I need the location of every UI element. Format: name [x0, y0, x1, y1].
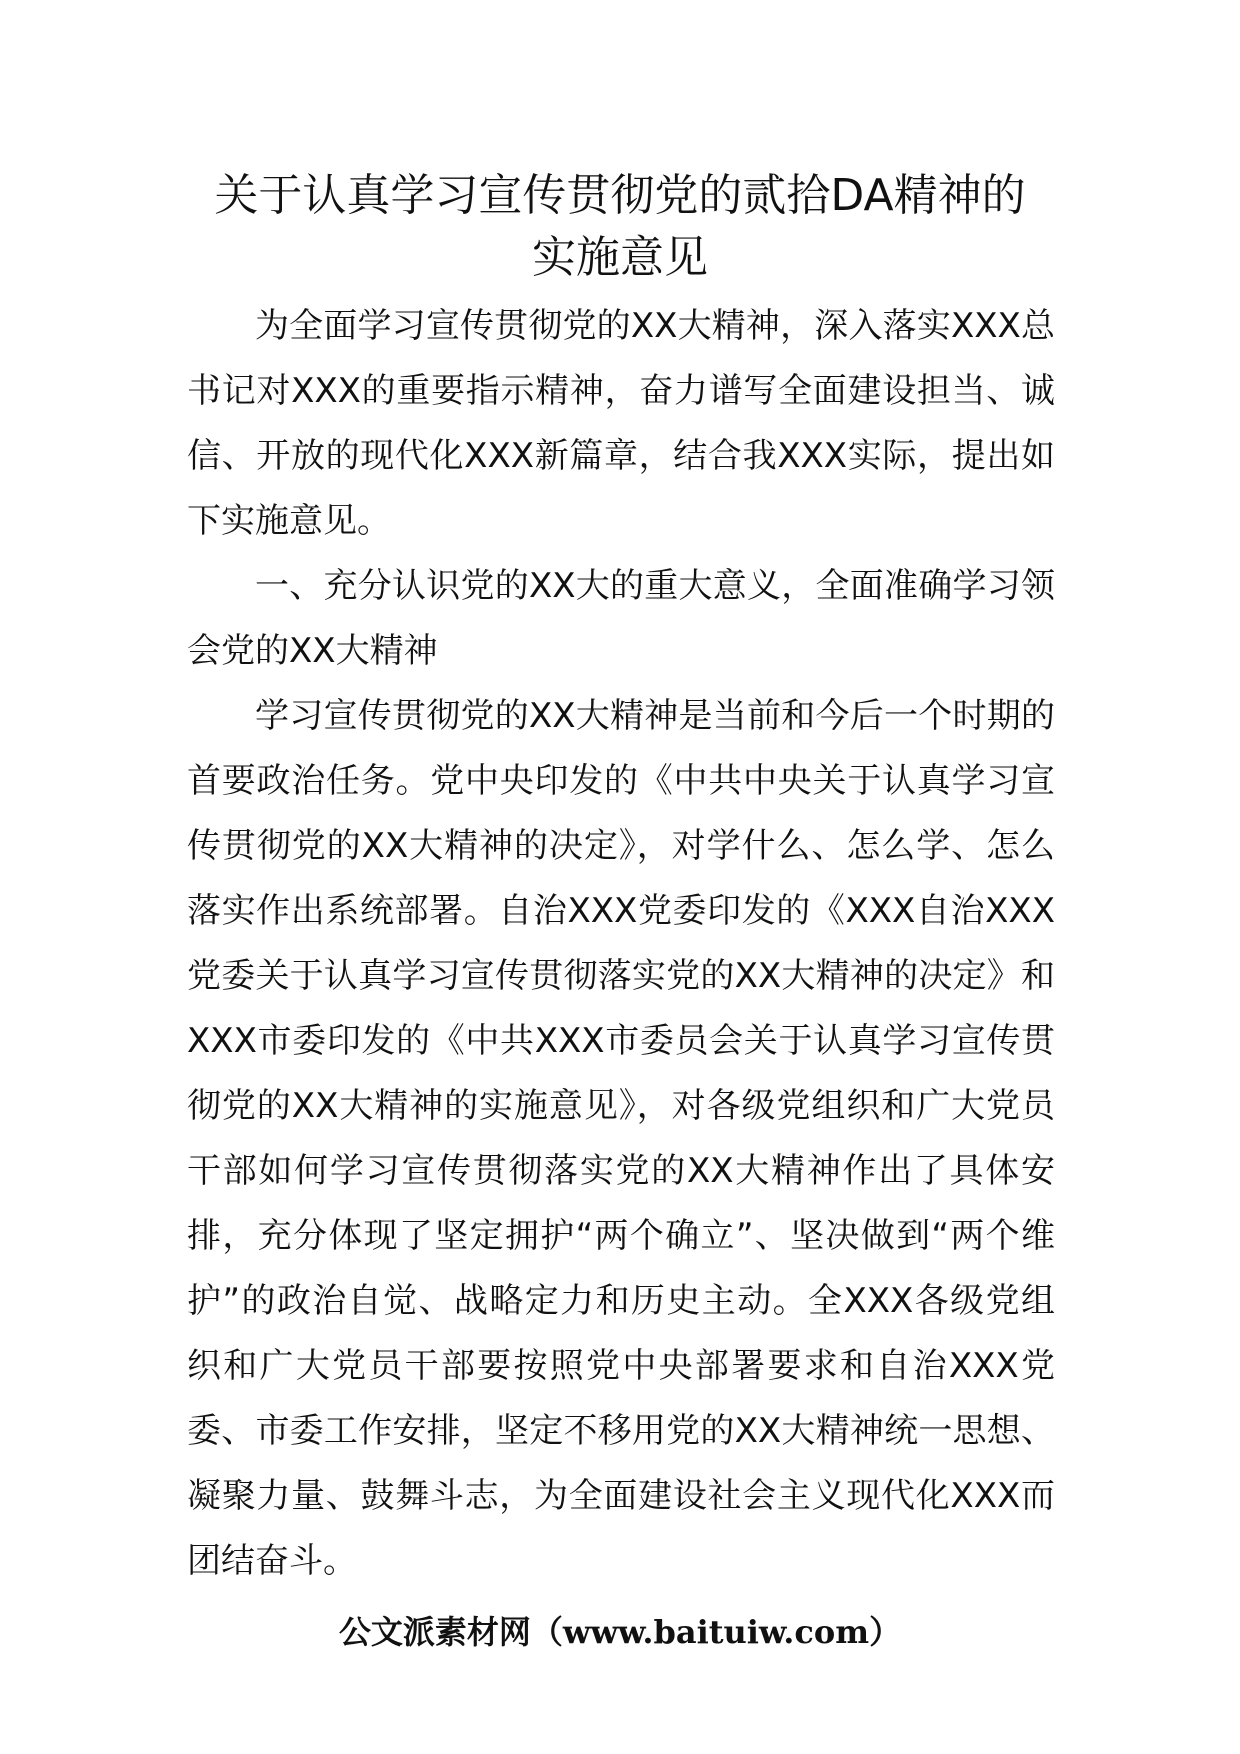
paragraph-section-1: 学习宣传贯彻党的XX大精神是当前和今后一个时期的首要政治任务。党中央印发的《中共中央关于认真学习宣传贯彻党的XX大精神的决定》，对学什么、怎么学、怎么落实作出系统部署。自治XXX党委印发的《XXX自治XXX党委关于认真学习宣传贯彻落实党的XX大精神的决定》和XXX市委印发的《中共XXX市委员会关于认真学习宣传贯彻党的XX大精神的实施意见》，对各级党组织和广大党员干部如何学习宣传贯彻落实党的XX大精神作出了具体安排，充分体现了坚定拥护“两个确立”、坚决做到“两个维护”的政治自觉、战略定力和历史主动。全XXX各级党组织和广大党员干部要按照党中央部署要求和自治XXX党委、市委工作安排，坚定不移用党的XX大精神统一思想、凝聚力量、鼓舞斗志，为全面建设社会主义现代化XXX而团结奋斗。	[187, 696, 1055, 1581]
title-line-1: 关于认真学习宣传贯彻党的贰拾DA精神的	[214, 170, 1026, 221]
paragraph-intro: 为全面学习宣传贯彻党的XX大精神，深入落实XXX总书记对XXX的重要指示精神，奋力谱写全面建设担当、诚信、开放的现代化XXX新篇章，结合我XXX实际，提出如下实施意见。	[187, 306, 1055, 541]
section-heading-1: 一、充分认识党的XX大的重大意义，全面准确学习领会党的XX大精神	[187, 566, 1055, 671]
document-body	[187, 294, 1055, 1594]
title-line-2: 实施意见	[532, 232, 708, 283]
document-title	[150, 165, 1090, 289]
footer-watermark: 公文派素材网（www.baituiw.com）	[338, 1613, 902, 1651]
